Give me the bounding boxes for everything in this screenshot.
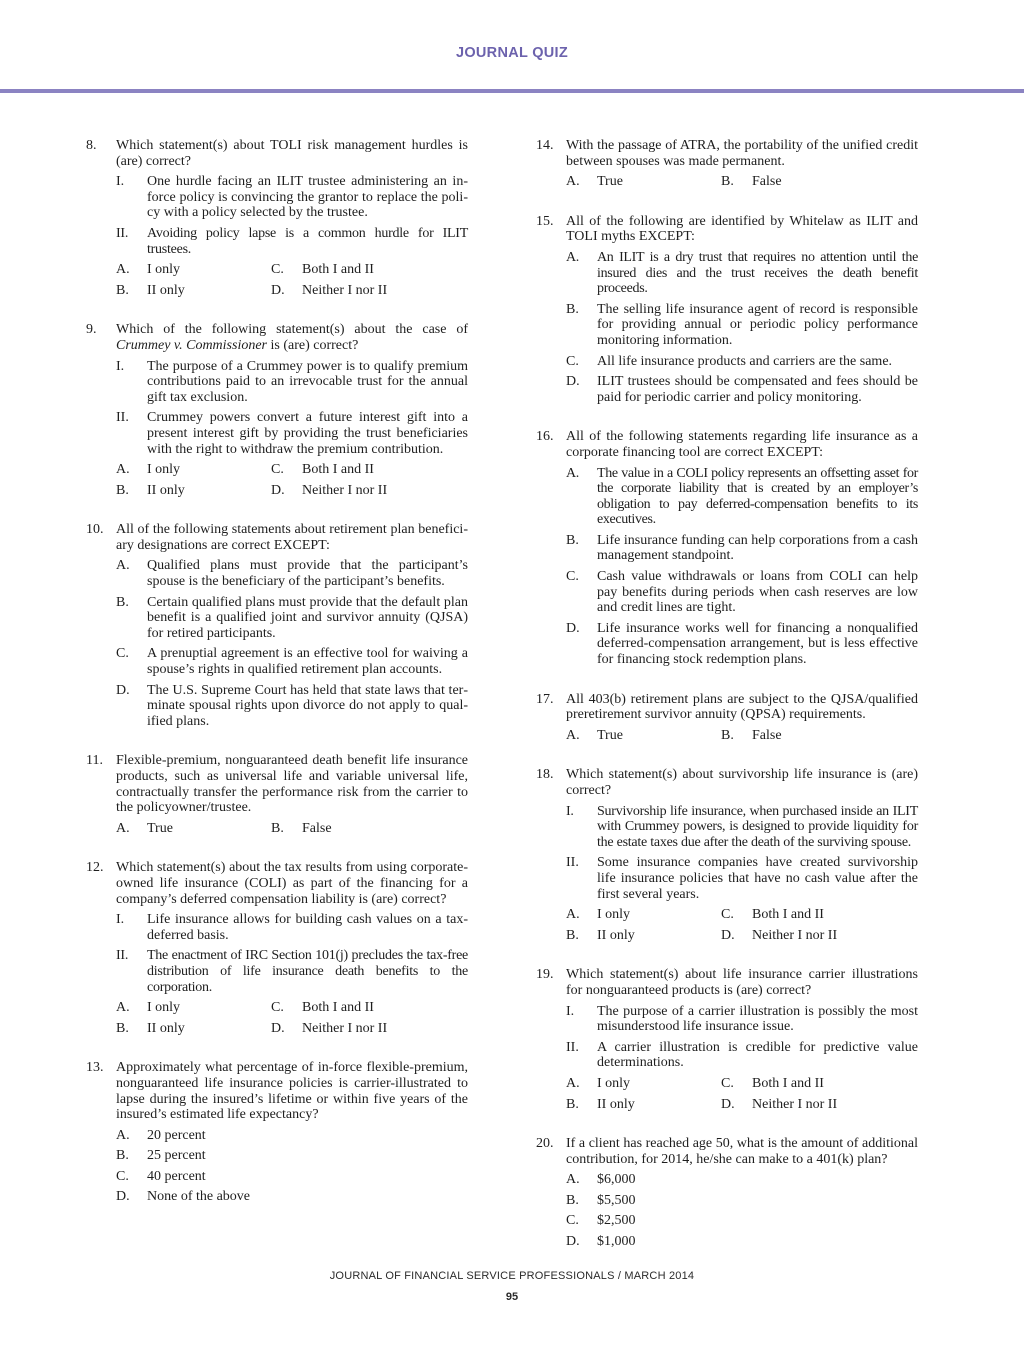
question-10 [86,522,468,729]
page-number: 95 [505,1291,519,1303]
option-label: C. [566,1213,579,1229]
option-text: Both I and II [752,907,824,923]
option-text: All life insurance products and carriers are the same. [597,353,893,369]
option-text: None of the above [147,1189,251,1205]
option-label: C. [721,907,734,923]
question-15 [536,214,918,406]
option-label: A. [116,1000,130,1016]
answer-options [116,262,468,298]
option-b [566,533,918,564]
option-label: A. [566,174,580,190]
option-label: B. [116,1148,129,1164]
question-stem: If a client has reached age 50, what is the amount of additional contribution, for 2014, he/she can make to a 401(k) plan? [566,1136,918,1167]
statement-ii [566,855,918,902]
option-label: D. [566,374,580,390]
question-20 [536,1136,918,1250]
question-number: 8. [86,138,97,153]
option-a [116,558,468,589]
statement-label: I. [566,803,574,819]
option-text: Neither I nor II [302,1020,388,1036]
question-stem: Which statement(s) about survivorship life insurance is (are) correct? [566,767,918,798]
option-d [721,1097,918,1113]
option-label: A. [566,1172,580,1188]
option-label: C. [566,569,579,585]
question-stem: With the passage of ATRA, the portability of the unified credit between spouses was made permanent. [566,138,918,169]
statement-text: Life insurance allows for building cash values on a tax-deferred basis. [147,912,468,943]
option-label: B. [566,301,579,317]
option-c [721,907,918,923]
option-a [116,821,271,837]
question-stem: All 403(b) retirement plans are subject to the QJSA/qualified preretirement survivor annuity (QPSA) requirements. [566,691,918,723]
option-text: Both I and II [302,262,374,278]
statement-label: I. [116,174,125,190]
option-text: 20 percent [147,1127,206,1143]
question-19 [536,967,918,1112]
option-label: A. [566,465,579,481]
answer-options [566,1076,918,1112]
statement-text: Some insurance companies have created survivorship life insurance policies that have no cash value after the first several years. [597,855,918,902]
question-stem: Which statement(s) about life insurance carrier illustrations for nonguaranteed products is (are) correct? [566,967,918,998]
option-label: B. [566,927,579,943]
question-18 [536,767,918,943]
statement-ii [116,226,468,257]
option-d [271,283,468,299]
question-14 [536,138,918,190]
option-a [116,1000,271,1016]
option-d [116,1189,468,1205]
answer-options [566,174,918,190]
statement-label: II. [566,1039,579,1055]
option-label: A. [116,262,130,278]
answer-options [566,728,918,744]
question-17 [536,692,918,744]
option-text: The U.S. Supreme Court has held that state laws that terminate spousal rights upon divorce do not apply to qualified plans. [147,682,468,729]
option-text: Life insurance works well for financing a nonqualified deferred-compensation arrangement, but is less effective for financing stock redemption plans. [597,620,918,668]
option-label: B. [116,482,129,498]
option-label: C. [116,1168,129,1184]
option-text: True [597,174,623,190]
answer-options [566,250,918,405]
question-number: 20. [536,1136,554,1152]
question-stem: Which statement(s) about TOLI risk management hurdles is (are) correct? [116,138,468,169]
option-a [566,728,721,744]
statement-ii [116,410,468,457]
option-d [116,683,468,730]
option-b [721,174,918,190]
option-d [721,928,918,944]
option-label: A. [566,907,580,923]
option-label: B. [566,532,579,548]
option-d [566,621,918,668]
option-c [566,569,918,616]
option-text: 40 percent [147,1168,206,1184]
question-number: 15. [536,213,554,229]
option-label: B. [721,174,734,190]
option-b [116,1021,271,1037]
question-11 [86,753,468,836]
option-text: The selling life insurance agent of record is responsible for providing annual or periodic policy performance monitoring information. [597,301,918,348]
statement-label: II. [116,948,129,964]
option-label: B. [566,1192,579,1208]
option-d [566,374,918,405]
question-number: 9. [86,322,97,338]
option-text: $5,500 [597,1192,636,1208]
option-text: Cash value withdrawals or loans from COLI can help pay benefits during periods when cash reserves are low and credit lines are tight. [597,569,918,616]
option-a [566,1172,918,1188]
option-label: B. [116,282,129,298]
option-text: False [752,727,782,743]
question-number: 11. [86,753,103,769]
footer-journal-name: JOURNAL OF FINANCIAL SERVICE PROFESSIONALS / MARCH 2014 [329,1270,695,1282]
option-text: II only [147,482,185,498]
question-stem: Approximately what percentage of in-force flexible-premium, nonguaranteed life insurance policies is carrier-illustrated to lapse during the insured’s lifetime or within five years of the insured’s estimated life expectancy? [116,1060,468,1123]
option-b [566,1097,721,1113]
answer-options [116,1000,468,1036]
answer-options [116,1128,468,1205]
question-number: 17. [536,691,554,707]
option-label: A. [566,727,580,743]
option-b [566,928,721,944]
option-label: A. [566,249,580,265]
option-a [116,1128,468,1144]
option-c [271,462,468,478]
question-stem: Which statement(s) about the tax results from using corporate-owned life insurance (COLI) as part of the financing for a company’s deferred compensation liability is (are) correct? [116,860,468,907]
option-label: D. [116,1189,130,1205]
option-d [271,483,468,499]
statement-text: One hurdle facing an ILIT trustee administering an inforce policy is convincing the grantor to replace the policy with a policy selected by the trustee. [147,174,468,221]
left-column [86,138,468,1229]
question-stem [116,322,468,353]
question-12 [86,860,468,1036]
option-b [566,1193,918,1209]
statement-label: II. [116,410,129,426]
option-label: B. [271,820,284,836]
answer-options [566,466,918,668]
option-label: A. [116,820,130,836]
option-c [271,262,468,278]
option-text: True [597,727,623,743]
option-c [271,1000,468,1016]
question-number: 19. [536,967,554,983]
question-number: 13. [86,1060,104,1076]
stem-text: is (are) correct? [267,337,359,353]
option-a [566,174,721,190]
option-text: Both I and II [302,462,374,478]
option-label: C. [271,462,284,478]
option-text: False [302,820,332,836]
option-b [271,821,468,837]
option-text: True [147,820,173,836]
option-c [566,354,918,370]
option-label: C. [566,353,579,369]
option-a [566,1076,721,1092]
statement-text: Avoiding policy lapse is a common hurdle for ILIT trustees. [147,225,468,257]
option-label: B. [116,1020,129,1036]
option-text: II only [147,1020,185,1036]
question-number: 10. [86,522,104,538]
question-number: 12. [86,860,104,876]
option-d [566,1234,918,1250]
option-a [116,462,271,478]
answer-options [116,821,468,837]
statement-i [116,912,468,943]
statement-text: A carrier illustration is credible for predictive value determinations. [597,1039,918,1071]
option-text: ILIT trustees should be compensated and fees should be paid for periodic carrier and policy monitoring. [597,374,918,405]
option-text: $1,000 [597,1234,636,1250]
option-label: C. [271,262,284,278]
option-a [566,907,721,923]
question-9 [86,322,468,498]
statement-label: I. [116,358,125,374]
question-13 [86,1060,468,1205]
statement-text: The purpose of a carrier illustration is possibly the most misunderstood life insurance issue. [597,1003,918,1035]
option-label: B. [566,1096,579,1112]
option-text: Both I and II [302,1000,374,1016]
option-label: D. [721,927,735,943]
question-stem: Flexible-premium, nonguaranteed death benefit life insurance products, such as universal life and variable universal life, contractually transfer the performance risk from the carrier to the policyowner/trustee. [116,753,468,816]
option-label: D. [271,1020,285,1036]
answer-options [116,462,468,498]
question-number: 16. [536,429,554,445]
option-text: A prenuptial agreement is an effective tool for waiving a spouse’s rights in qualified retirement plan accounts. [147,646,468,678]
option-label: D. [271,282,285,298]
option-text: I only [147,462,181,478]
option-text: Neither I nor II [302,482,388,498]
option-text: Certain qualified plans must provide that the default plan benefit is a qualified joint and survivor annuity (QJSA) for retired participants. [147,594,468,641]
option-text: Qualified plans must provide that the participant’s spouse is the beneficiary of the participant’s benefits. [147,558,468,590]
option-text: II only [147,282,185,298]
option-text: II only [597,927,635,943]
option-label: D. [566,620,580,636]
option-text: Neither I nor II [752,1096,838,1112]
answer-options [566,1172,918,1249]
statement-i [566,804,918,851]
option-label: A. [116,558,130,574]
option-text: An ILIT is a dry trust that requires no attention until the insured dies and the trust receives the death benefit proceeds. [597,249,918,297]
question-8 [86,138,468,298]
option-a [116,262,271,278]
statement-label: II. [566,855,579,871]
statement-text: The enactment of IRC Section 101(j) precludes the tax-free distribution of life insurance death benefits to the corporation. [147,948,468,995]
option-label: A. [116,1127,130,1143]
answer-options [566,907,918,943]
statement-text: The purpose of a Crummey power is to qualify premium contributions paid to an irrevocable trust for the annual gift tax exclusion. [147,358,468,405]
option-text: Life insurance funding can help corporations from a cash management standpoint. [597,532,918,564]
right-column [536,138,918,1274]
option-label: D. [116,682,130,698]
statement-i [116,359,468,406]
option-text: Neither I nor II [302,282,388,298]
option-text: II only [597,1096,635,1112]
option-text: I only [597,1075,631,1091]
option-a [566,466,918,528]
answer-options [116,558,468,729]
statement-label: I. [116,912,125,928]
option-c [721,1076,918,1092]
option-text: The value in a COLI policy represents an offsetting asset for the corporate liability that is created by an employer’s obligation to pay deferred-compensation benefits to its executives. [597,465,918,528]
journal-quiz-title: JOURNAL QUIZ [455,45,569,61]
option-label: D. [271,482,285,498]
statement-text: Crummey powers convert a future interest gift into a present interest gift by providing the trust beneficiaries with the right to withdraw the premium contribution. [147,410,468,457]
question-stem: All of the following statements regarding life insurance as a corporate financing tool are correct EXCEPT: [566,429,918,460]
stem-text: Which of the following statement(s) about the case of [116,322,468,338]
option-text: I only [147,1000,181,1016]
option-label: C. [721,1075,734,1091]
question-number: 14. [536,138,554,153]
statement-i [566,1004,918,1035]
option-label: D. [566,1234,580,1250]
option-text: $2,500 [597,1213,636,1229]
option-text: 25 percent [147,1148,206,1164]
option-text: $6,000 [597,1172,636,1188]
statement-label: II. [116,225,129,241]
option-c [566,1213,918,1229]
statement-text: Survivorship life insurance, when purchased inside an ILIT with Crummey powers, is designed to provide liquidity for the estate taxes due after the death of the surviving spouse. [597,803,918,850]
option-d [271,1021,468,1037]
option-label: A. [566,1075,580,1091]
option-label: B. [721,727,734,743]
option-b [566,302,918,349]
option-c [116,1169,468,1185]
statement-i [116,174,468,221]
option-label: A. [116,462,130,478]
option-text: False [752,174,782,190]
option-b [116,595,468,642]
statement-ii [116,948,468,995]
option-label: D. [721,1096,735,1112]
option-text: I only [597,907,631,923]
option-b [721,728,918,744]
option-a [566,250,918,297]
statement-ii [566,1040,918,1071]
option-label: C. [116,646,129,662]
statement-label: I. [566,1003,575,1019]
question-stem: All of the following statements about retirement plan beneficiary designations are correct EXCEPT: [116,522,468,553]
case-name: Crummey v. Commissioner [116,337,268,353]
question-stem: All of the following are identified by Whitelaw as ILIT and TOLI myths EXCEPT: [566,213,918,245]
question-16 [536,429,918,667]
header-rule [0,89,1024,93]
option-b [116,483,271,499]
option-text: Both I and II [752,1075,824,1091]
question-number: 18. [536,767,554,783]
option-c [116,646,468,677]
option-text: I only [147,262,181,278]
option-b [116,1148,468,1164]
option-b [116,283,271,299]
option-label: C. [271,1000,284,1016]
option-text: Neither I nor II [752,927,838,943]
option-label: B. [116,594,129,610]
